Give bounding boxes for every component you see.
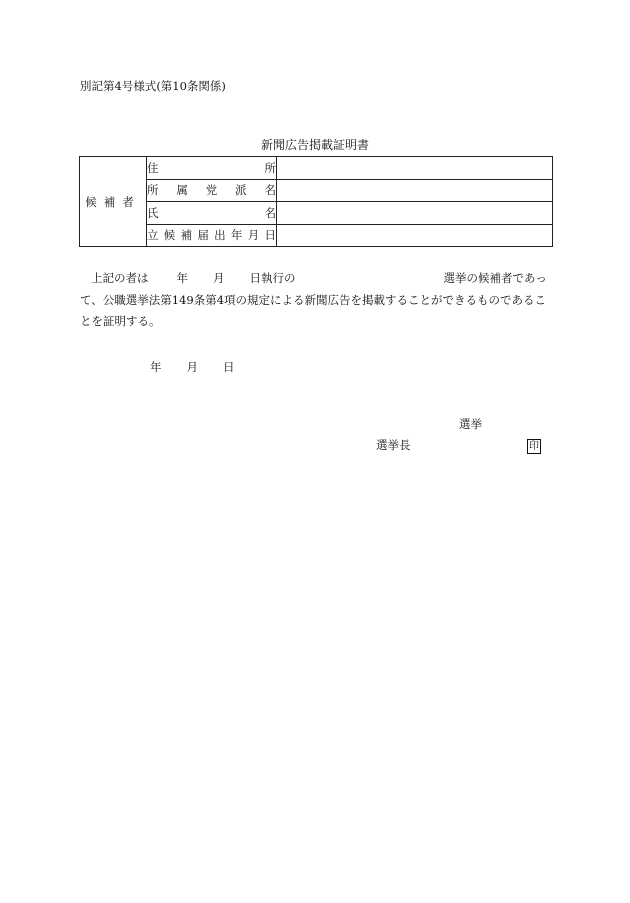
seal-stamp: 印 <box>529 441 539 452</box>
name-value-field[interactable] <box>277 202 553 225</box>
date-year: 年 <box>150 360 162 374</box>
address-label: 住 所 <box>147 157 277 180</box>
date-day: 日 <box>223 360 235 374</box>
party-value-field[interactable] <box>277 179 553 202</box>
filing-date-value-field[interactable] <box>277 224 553 247</box>
issue-date <box>150 362 235 374</box>
table-row <box>80 157 553 180</box>
candidate-table <box>79 156 553 247</box>
body-line3: とを証明する。 <box>80 314 161 328</box>
certification-text <box>80 268 554 333</box>
body-line1-b: 年 <box>176 271 188 285</box>
name-label: 氏 名 <box>147 202 277 225</box>
document-title: 新聞広告掲載証明書 <box>260 138 369 152</box>
table-row <box>80 224 553 247</box>
form-label: 別記第4号様式(第10条関係) <box>80 79 226 93</box>
filing-date-label: 立 候 補 届 出 年 月 日 <box>147 224 277 247</box>
body-line1-d: 日執行の <box>249 271 296 285</box>
body-line1-e: 選挙の候補者であっ <box>443 271 547 285</box>
table-row <box>80 179 553 202</box>
table-row <box>80 202 553 225</box>
election-chief-label: 選挙長 <box>376 438 411 452</box>
body-line1-c: 月 <box>213 271 225 285</box>
election-label: 選挙 <box>459 417 482 431</box>
date-month: 月 <box>186 360 198 374</box>
candidate-group-label: 候補者 <box>80 157 147 247</box>
body-line1-a: 上記の者は <box>91 271 149 285</box>
party-label: 所 属 党 派 名 <box>147 179 277 202</box>
body-line2: て、公職選挙法第149条第4項の規定による新聞広告を掲載することができるものであるこ <box>80 292 547 307</box>
address-value-field[interactable] <box>277 157 553 180</box>
